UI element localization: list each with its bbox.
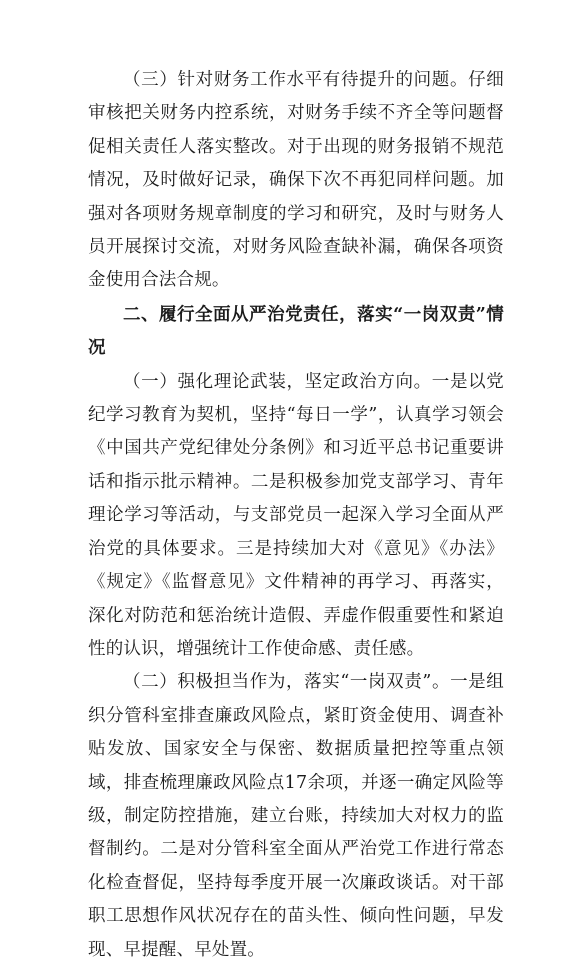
section-heading-party-responsibility: 二、履行全面从严治党责任，落实“一岗双责”情况 [88, 304, 504, 359]
document-body [88, 64, 504, 967]
paragraph-one-post-two-duties: （二）积极担当作为，落实“一岗双责”。一是组织分管科室排查廉政风险点，紧盯资金使用、调查补贴发放、国家安全与保密、数据质量把控等重点领域，排查梳理廉政风险点17余项，并逐一确定风险等级，制定防控措施，建立台账，持续加大对权力的监督制约。二是对分管科室全面从严治党工作进行常态化检查督促，坚持每季度开展一次廉政谈话。对干部职工思想作风状况存在的苗头性、倾向性问题，早发现、早提醒、早处置。 [88, 672, 504, 960]
paragraph-theory-study: （一）强化理论武装，坚定政治方向。一是以党纪学习教育为契机，坚持“每日一学”，认真学习领会《中国共产党纪律处分条例》和习近平总书记重要讲话和指示批示精神。二是积极参加党支部学习、青年理论学习等活动，与支部党员一起深入学习全面从严治党的具体要求。三是持续加大对《意见》《办法》《规定》《监督意见》文件精神的再学习、再落实，深化对防范和惩治统计造假、弄虚作假重要性和紧迫性的认识，增强统计工作使命感、责任感。 [88, 371, 504, 659]
paragraph-finance-issues: （三）针对财务工作水平有待提升的问题。仔细审核把关财务内控系统，对财务手续不齐全等问题督促相关责任人落实整改。对于出现的财务报销不规范情况，及时做好记录，确保下次不再犯同样问题。加强对各项财务规章制度的学习和研究，及时与财务人员开展探讨交流，对财务风险查缺补漏，确保各项资金使用合法合规。 [88, 70, 504, 291]
